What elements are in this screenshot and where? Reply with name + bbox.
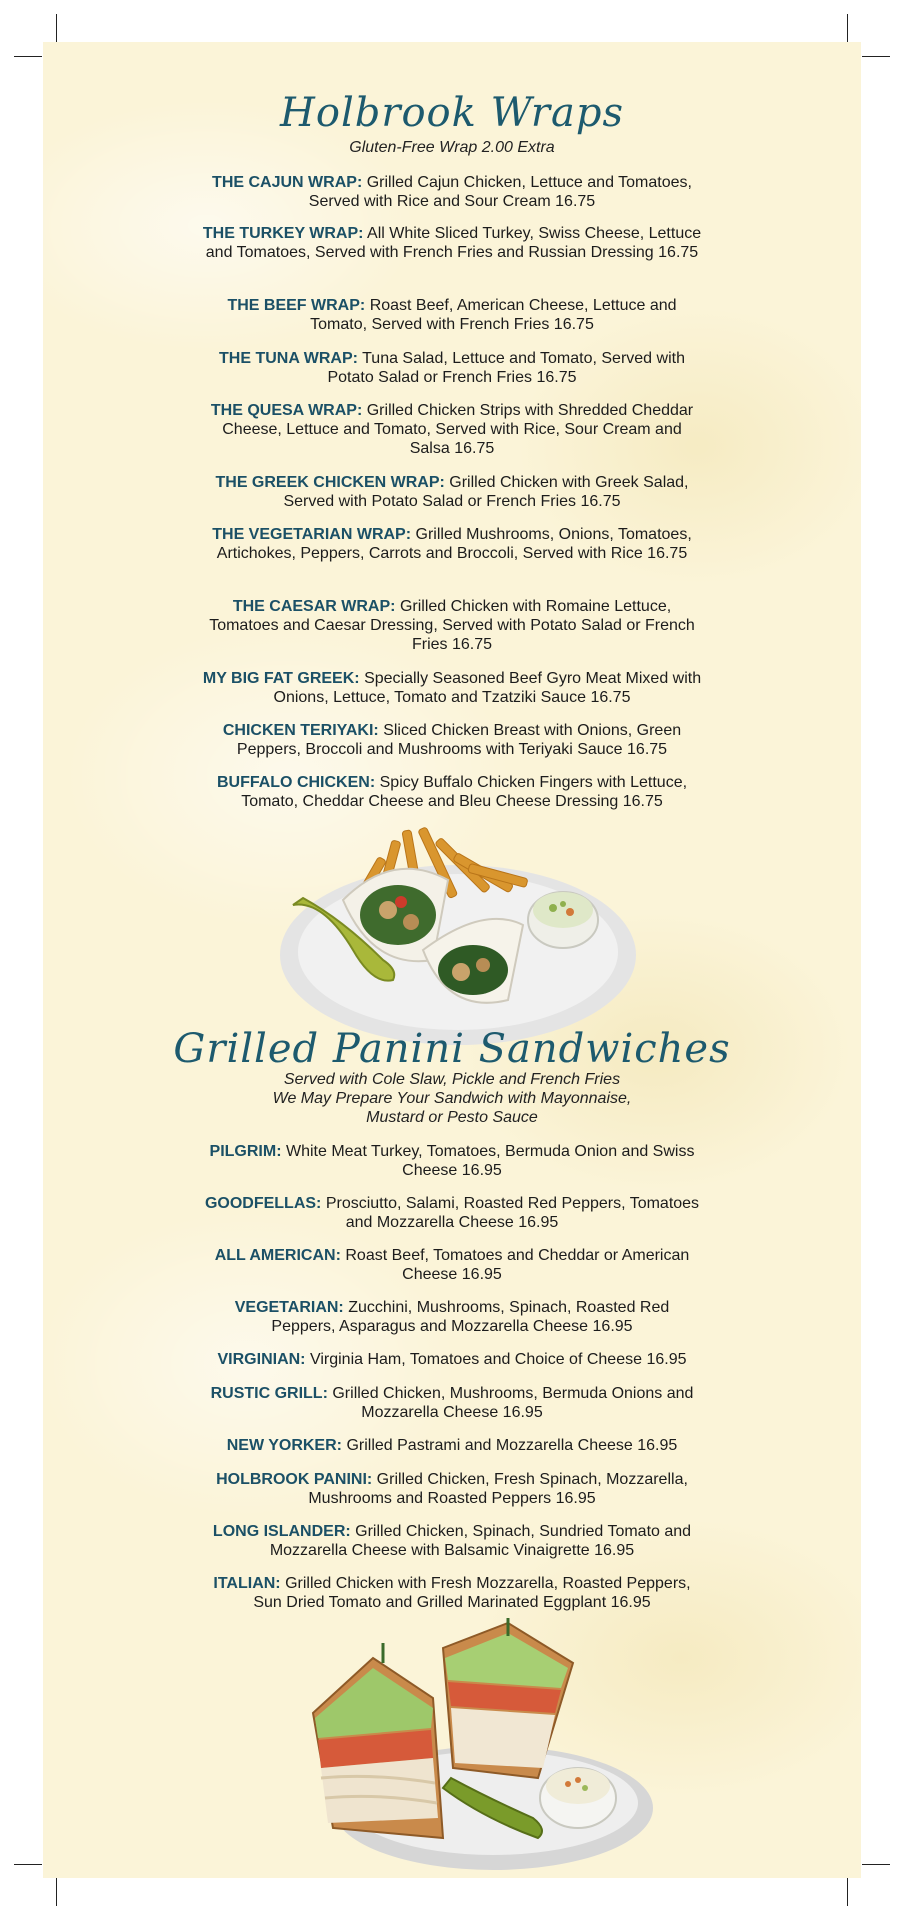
panini-subtitle-line-1: Served with Cole Slaw, Pickle and French Fries [283,1071,621,1088]
menu-item: ALL AMERICAN: Roast Beef, Tomatoes and Cheddar or American Cheese 16.95 [214,1247,690,1283]
menu-item: THE CAJUN WRAP: Grilled Cajun Chicken, Lettuce and Tomatoes, Served with Rice and Sour Cream 16.75 [212,174,692,210]
menu-item: HOLBROOK PANINI: Grilled Chicken, Fresh Spinach, Mozzarella, Mushrooms and Roasted Peppers 16.95 [216,1471,688,1507]
menu-item: THE TUNA WRAP: Tuna Salad, Lettuce and Tomato, Served with Potato Salad or French Fries 16.75 [219,350,685,386]
menu-item: MY BIG FAT GREEK: Specially Seasoned Beef Gyro Meat Mixed with Onions, Lettuce, Tomato and Tzatziki Sauce 16.75 [202,670,702,706]
crop-mark [14,1864,42,1865]
menu-item: GOODFELLAS: Prosciutto, Salami, Roasted Red Peppers, Tomatoes and Mozzarella Cheese 16.95 [204,1195,700,1231]
crop-mark [56,1878,57,1906]
wrap-plate-photo [273,810,643,1060]
panini-subtitle-line-3: Mustard or Pesto Sauce [366,1109,538,1126]
menu-item: RUSTIC GRILL: Grilled Chicken, Mushrooms, Bermuda Onions and Mozzarella Cheese 16.95 [210,1385,694,1421]
menu-item: ITALIAN: Grilled Chicken with Fresh Mozzarella, Roasted Peppers, Sun Dried Tomato and Grilled Marinated Eggplant 16.95 [213,1575,691,1611]
panini-plate-photo [293,1618,653,1876]
menu-page [43,42,861,1878]
menu-item: THE GREEK CHICKEN WRAP: Grilled Chicken with Greek Salad, Served with Potato Salad or French Fries 16.75 [215,474,689,510]
menu-item: VIRGINIAN: Virginia Ham, Tomatoes and Choice of Cheese 16.95 [217,1351,687,1368]
menu-item: THE BEEF WRAP: Roast Beef, American Cheese, Lettuce and Tomato, Served with French Fries 16.75 [227,297,677,333]
crop-mark [847,1878,848,1906]
menu-item: CHICKEN TERIYAKI: Sliced Chicken Breast with Onions, Green Peppers, Broccoli and Mushrooms with Teriyaki Sauce 16.75 [222,722,682,758]
wraps-title: Holbrook Wraps [279,90,625,136]
crop-mark [862,56,890,57]
wraps-subtitle: Gluten-Free Wrap 2.00 Extra [349,139,555,156]
crop-mark [56,14,57,42]
panini-subtitle-line-2: We May Prepare Your Sandwich with Mayonnaise, [272,1090,632,1107]
menu-item: THE QUESA WRAP: Grilled Chicken Strips with Shredded Cheddar Cheese, Lettuce and Tomato, Served with Rice, Sour Cream and Salsa 16.75 [210,402,694,457]
menu-item: LONG ISLANDER: Grilled Chicken, Spinach, Sundried Tomato and Mozzarella Cheese with Balsamic Vinaigrette 16.95 [212,1523,692,1559]
menu-item: THE TURKEY WRAP: All White Sliced Turkey, Swiss Cheese, Lettuce and Tomatoes, Served with French Fries and Russian Dressing 16.75 [202,225,702,261]
menu-item: VEGETARIAN: Zucchini, Mushrooms, Spinach, Roasted Red Peppers, Asparagus and Mozzarella Cheese 16.95 [234,1299,670,1335]
menu-item: THE CAESAR WRAP: Grilled Chicken with Romaine Lettuce, Tomatoes and Caesar Dressing, Served with Potato Salad or French Fries 16.75 [209,598,695,653]
menu-item: THE VEGETARIAN WRAP: Grilled Mushrooms, Onions, Tomatoes, Artichokes, Peppers, Carrots and Broccoli, Served with Rice 16.75 [212,526,692,562]
crop-mark [862,1864,890,1865]
crop-mark [14,56,42,57]
panini-title: Grilled Panini Sandwiches [173,1026,731,1072]
menu-item: NEW YORKER: Grilled Pastrami and Mozzarella Cheese 16.95 [226,1437,678,1454]
menu-item: PILGRIM: White Meat Turkey, Tomatoes, Bermuda Onion and Swiss Cheese 16.95 [209,1143,695,1179]
menu-item: BUFFALO CHICKEN: Spicy Buffalo Chicken Fingers with Lettuce, Tomato, Cheddar Cheese and Bleu Cheese Dressing 16.75 [216,774,688,810]
crop-mark [847,14,848,42]
